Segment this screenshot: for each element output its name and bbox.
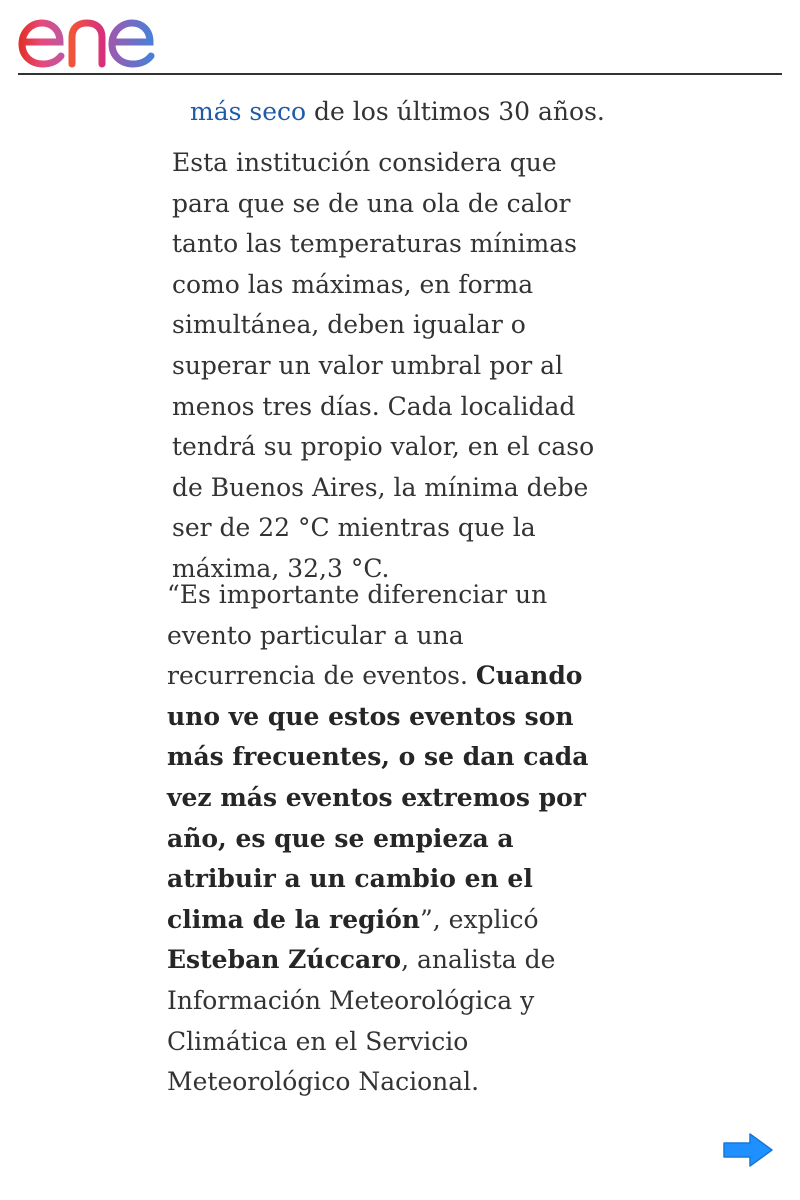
quote-attribution: ”, explicó	[419, 904, 539, 934]
site-header	[0, 0, 800, 76]
expert-role: , analista de Información Meteorológica y Climática en el Servicio Meteorológico Nacional.	[167, 945, 556, 1097]
heatwave-definition-paragraph: Esta institución considera que para que se de una ola de calor tanto las temperaturas mínimas como las máximas, en forma simultánea, deben igualar o superar un valor umbral por al menos tres días. Cada localidad tendrá su propio valor, en el caso de Buenos Aires, la mínima debe ser de 22 °C mientras que la máxima, 32,3 °C.	[172, 148, 595, 583]
dry-period-link[interactable]: más seco	[190, 97, 307, 126]
quote-paragraph	[167, 575, 611, 1103]
lead-paragraph	[190, 92, 630, 133]
quote-bold: Cuando uno ve que estos eventos son más frecuentes, o se dan cada vez más eventos extremos por año, es que se empieza a atribuir a un cambio en el clima de la región	[167, 661, 589, 934]
enel-logo[interactable]	[16, 4, 186, 70]
lead-text: de los últimos 30 años.	[306, 97, 605, 126]
header-divider	[18, 73, 782, 75]
quote-intro: “Es importante diferenciar un evento particular a una recurrencia de eventos.	[167, 580, 548, 691]
expert-name: Esteban Zúccaro	[167, 945, 402, 975]
arrow-right-icon[interactable]	[720, 1130, 776, 1170]
